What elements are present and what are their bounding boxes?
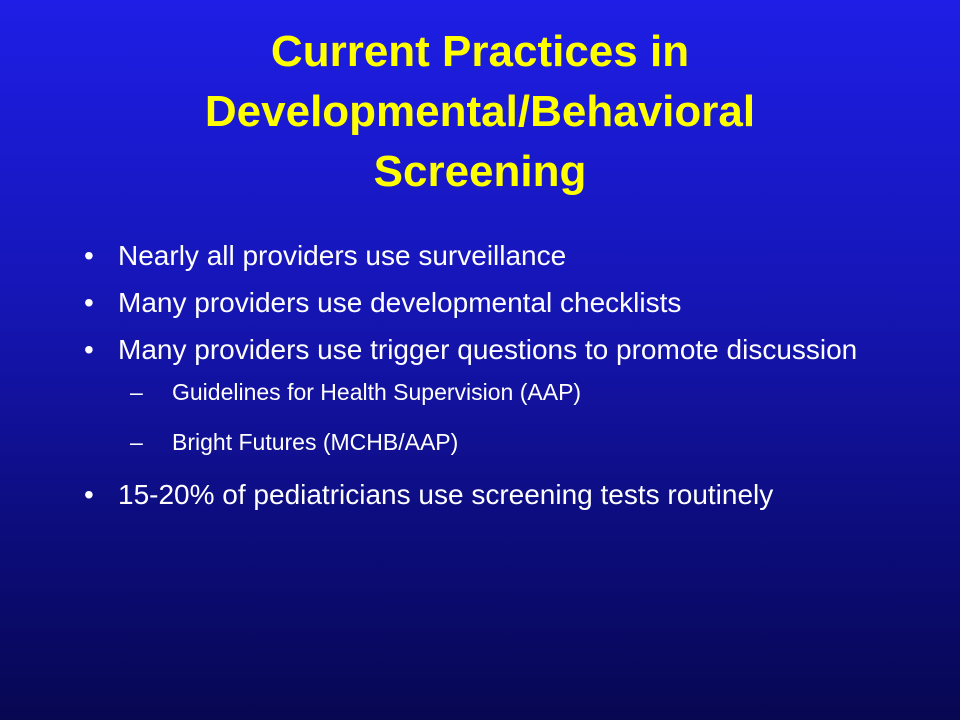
- sub-bullet-marker: –: [130, 379, 143, 405]
- bullet-marker: •: [84, 479, 94, 510]
- bullet-text: Many providers use developmental checklists: [118, 287, 682, 318]
- bullet-list: [80, 238, 900, 524]
- bullet-marker: •: [84, 287, 94, 318]
- bullet-text: Nearly all providers use surveillance: [118, 240, 567, 271]
- bullet-text: Many providers use trigger questions to promote discussion: [118, 334, 858, 365]
- sub-bullet-text: Bright Futures (MCHB/AAP): [172, 429, 459, 455]
- sub-bullet-item: [130, 427, 900, 457]
- bullet-marker: •: [84, 240, 94, 271]
- bullet-item: [80, 477, 900, 512]
- sub-bullet-marker: –: [130, 429, 143, 455]
- slide-title: [60, 22, 900, 202]
- bullet-item: [80, 238, 900, 273]
- title-line-3: Screening: [373, 147, 587, 196]
- bullet-item: [80, 285, 900, 320]
- bullet-item: [80, 332, 900, 457]
- bullet-text: 15-20% of pediatricians use screening tests routinely: [118, 479, 774, 510]
- title-line-2: Developmental/Behavioral: [204, 87, 756, 136]
- sub-bullet-text: Guidelines for Health Supervision (AAP): [172, 379, 582, 405]
- sub-bullet-item: [130, 377, 900, 407]
- bullet-marker: •: [84, 334, 94, 365]
- title-line-1: Current Practices in: [270, 27, 690, 76]
- sub-bullet-list: [118, 377, 900, 457]
